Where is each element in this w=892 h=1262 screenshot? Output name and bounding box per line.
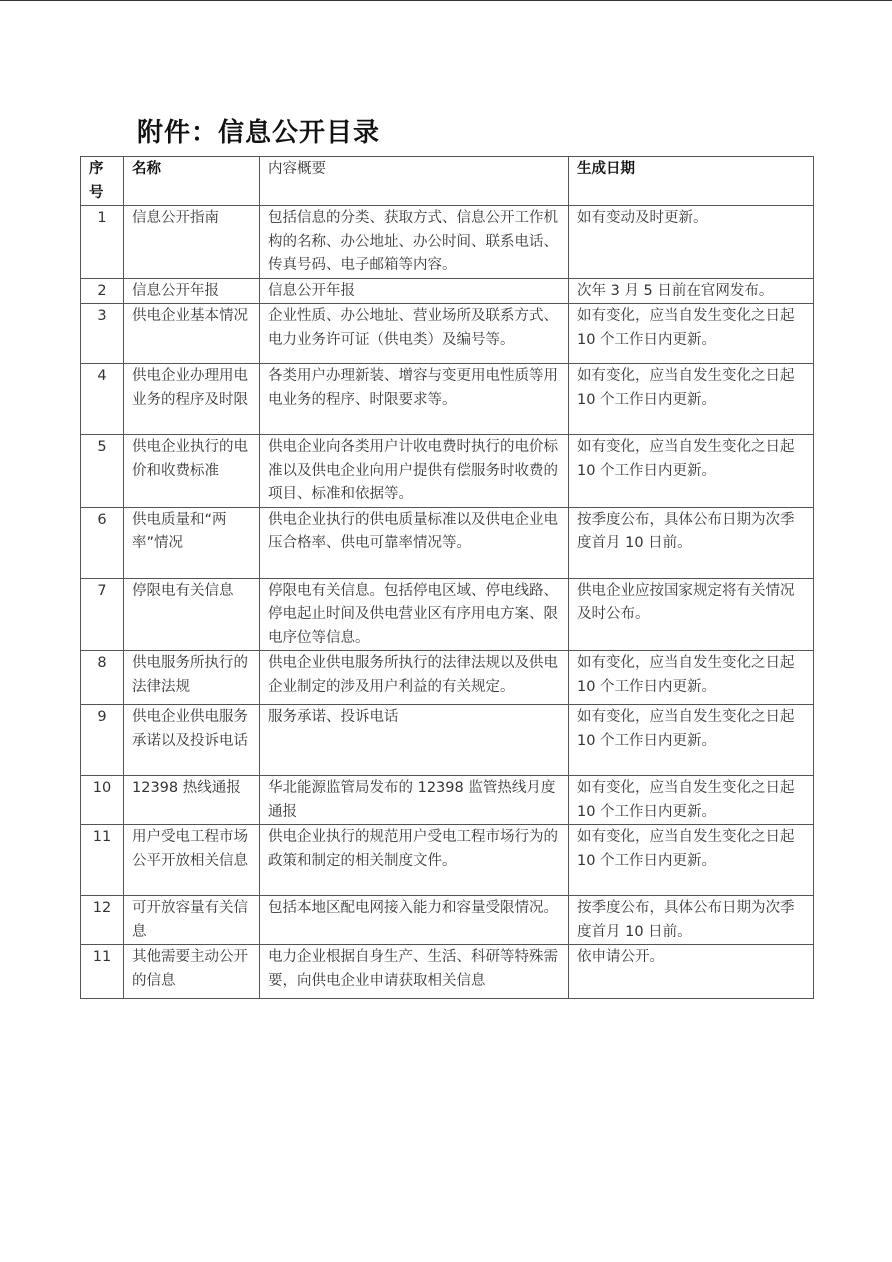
row-no: 5 xyxy=(81,435,124,508)
row-date: 如有变化，应当自发生变化之日起 10 个工作日内更新。 xyxy=(569,825,814,896)
row-summary: 华北能源监管局发布的 12398 监管热线月度通报 xyxy=(260,776,569,825)
row-date: 按季度公布，具体公布日期为次季度首月 10 日前。 xyxy=(569,896,814,945)
table-header-row xyxy=(81,157,814,206)
table-row xyxy=(81,206,814,279)
row-summary: 供电企业供电服务所执行的法律法规以及供电企业制定的涉及用户利益的有关规定。 xyxy=(260,651,569,705)
row-date: 如有变化，应当自发生变化之日起 10 个工作日内更新。 xyxy=(569,364,814,435)
row-date: 如有变化，应当自发生变化之日起 10 个工作日内更新。 xyxy=(569,435,814,508)
row-date: 依申请公开。 xyxy=(569,945,814,999)
table-row xyxy=(81,705,814,776)
row-no: 11 xyxy=(81,945,124,999)
table-row xyxy=(81,278,814,304)
row-no: 11 xyxy=(81,825,124,896)
page-title: 附件：信息公开目录 xyxy=(137,118,381,148)
row-no: 10 xyxy=(81,776,124,825)
row-name: 供电企业基本情况 xyxy=(124,304,260,364)
table-row xyxy=(81,825,814,896)
row-no: 4 xyxy=(81,364,124,435)
row-date: 如有变化，应当自发生变化之日起 10 个工作日内更新。 xyxy=(569,304,814,364)
header-no: 序号 xyxy=(81,157,124,206)
table-row xyxy=(81,364,814,435)
row-date: 按季度公布，具体公布日期为次季度首月 10 日前。 xyxy=(569,507,814,578)
row-name: 可开放容量有关信息 xyxy=(124,896,260,945)
row-date: 如有变化，应当自发生变化之日起 10 个工作日内更新。 xyxy=(569,705,814,776)
row-summary: 服务承诺、投诉电话 xyxy=(260,705,569,776)
row-name: 12398 热线通报 xyxy=(124,776,260,825)
row-date: 如有变动及时更新。 xyxy=(569,206,814,279)
row-name: 信息公开年报 xyxy=(124,278,260,304)
row-no: 3 xyxy=(81,304,124,364)
row-date: 次年 3 月 5 日前在官网发布。 xyxy=(569,278,814,304)
row-no: 8 xyxy=(81,651,124,705)
row-name: 供电服务所执行的法律法规 xyxy=(124,651,260,705)
row-summary: 企业性质、办公地址、营业场所及联系方式、电力业务许可证（供电类）及编号等。 xyxy=(260,304,569,364)
table-row xyxy=(81,896,814,945)
row-no: 6 xyxy=(81,507,124,578)
row-summary: 信息公开年报 xyxy=(260,278,569,304)
row-name: 其他需要主动公开的信息 xyxy=(124,945,260,999)
table-row xyxy=(81,776,814,825)
row-name: 供电企业执行的电价和收费标准 xyxy=(124,435,260,508)
info-disclosure-table xyxy=(80,156,814,999)
table-row xyxy=(81,578,814,651)
row-no: 1 xyxy=(81,206,124,279)
row-summary: 供电企业执行的规范用户受电工程市场行为的政策和制定的相关制度文件。 xyxy=(260,825,569,896)
row-name: 供电企业办理用电业务的程序及时限 xyxy=(124,364,260,435)
row-no: 2 xyxy=(81,278,124,304)
row-no: 7 xyxy=(81,578,124,651)
top-border-line xyxy=(0,0,892,1)
row-name: 供电质量和“两率”情况 xyxy=(124,507,260,578)
row-no: 12 xyxy=(81,896,124,945)
row-name: 信息公开指南 xyxy=(124,206,260,279)
row-summary: 供电企业执行的供电质量标准以及供电企业电压合格率、供电可靠率情况等。 xyxy=(260,507,569,578)
header-date: 生成日期 xyxy=(569,157,814,206)
row-date: 如有变化，应当自发生变化之日起 10 个工作日内更新。 xyxy=(569,776,814,825)
row-no: 9 xyxy=(81,705,124,776)
row-summary: 电力企业根据自身生产、生活、科研等特殊需要，向供电企业申请获取相关信息 xyxy=(260,945,569,999)
header-name: 名称 xyxy=(124,157,260,206)
row-date: 如有变化，应当自发生变化之日起 10 个工作日内更新。 xyxy=(569,651,814,705)
row-summary: 供电企业向各类用户计收电费时执行的电价标准以及供电企业向用户提供有偿服务时收费的项目、标准和依据等。 xyxy=(260,435,569,508)
row-name: 停限电有关信息 xyxy=(124,578,260,651)
row-summary: 包括本地区配电网接入能力和容量受限情况。 xyxy=(260,896,569,945)
row-summary: 停限电有关信息。包括停电区域、停电线路、停电起止时间及供电营业区有序用电方案、限电序位等信息。 xyxy=(260,578,569,651)
row-name: 用户受电工程市场公平开放相关信息 xyxy=(124,825,260,896)
table-row xyxy=(81,435,814,508)
table-row xyxy=(81,304,814,364)
row-summary: 包括信息的分类、获取方式、信息公开工作机构的名称、办公地址、办公时间、联系电话、传真号码、电子邮箱等内容。 xyxy=(260,206,569,279)
table-row xyxy=(81,507,814,578)
table-row xyxy=(81,945,814,999)
table-row xyxy=(81,651,814,705)
header-summary: 内容概要 xyxy=(260,157,569,206)
row-summary: 各类用户办理新装、增容与变更用电性质等用电业务的程序、时限要求等。 xyxy=(260,364,569,435)
row-name: 供电企业供电服务承诺以及投诉电话 xyxy=(124,705,260,776)
row-date: 供电企业应按国家规定将有关情况及时公布。 xyxy=(569,578,814,651)
